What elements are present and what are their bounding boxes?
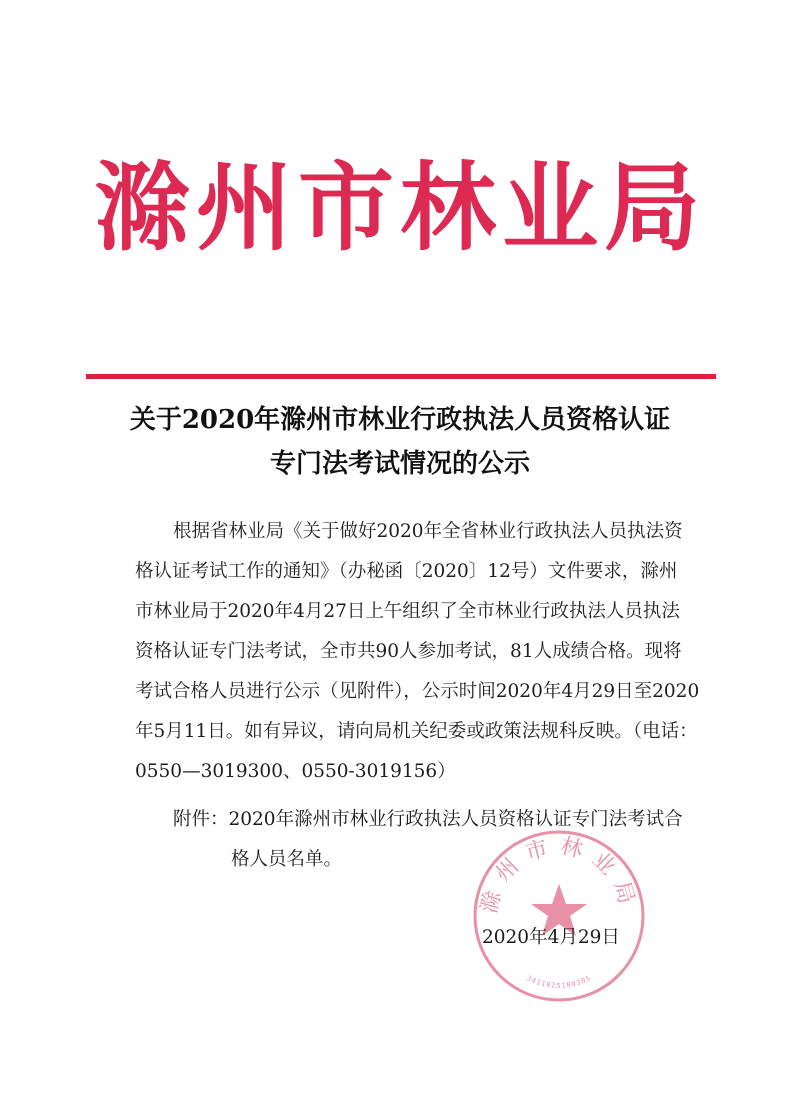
document-title-line-2: 专门法考试情况的公示 xyxy=(269,449,530,479)
issuer-masthead: 滁州市林业局 xyxy=(94,152,706,264)
body-line: 资格认证专门法考试，全市共90人参加考试，81人成绩合格。现将 xyxy=(135,641,682,662)
body-line: 根据省林业局《关于做好2020年全省林业行政执法人员执法资 xyxy=(173,521,683,542)
seal-code-arc xyxy=(525,974,592,990)
attachment-line-1: 附件：2020年滁州市林业行政执法人员资格认证专门法考试合 xyxy=(173,809,683,830)
document-title-line-1: 关于2020年滁州市林业行政执法人员资格认证 xyxy=(129,405,671,435)
body-line: 市林业局于2020年4月27日上午组织了全市林业行政执法人员执法 xyxy=(135,601,680,622)
red-divider xyxy=(86,374,716,379)
body-line: 格认证考试工作的通知》（办秘函〔2020〕12号）文件要求，滁州 xyxy=(135,561,678,582)
official-seal-stamp xyxy=(471,828,647,1004)
attachment-line-2: 格人员名单。 xyxy=(231,849,343,870)
body-line: 年5月11日。如有异议，请向局机关纪委或政策法规科反映。（电话： xyxy=(135,721,698,742)
body-paragraph xyxy=(135,512,735,792)
seal-text: 滁州市林业局 xyxy=(476,833,642,917)
seal-code: 3411025100305 xyxy=(525,974,593,990)
attachment-note xyxy=(173,800,733,880)
issue-date: 2020年4月29日 xyxy=(482,927,620,948)
body-line: 考试合格人员进行公示（见附件），公示时间2020年4月29日至2020 xyxy=(135,681,700,702)
body-line: 0550—3019300、0550-3019156） xyxy=(135,761,456,782)
